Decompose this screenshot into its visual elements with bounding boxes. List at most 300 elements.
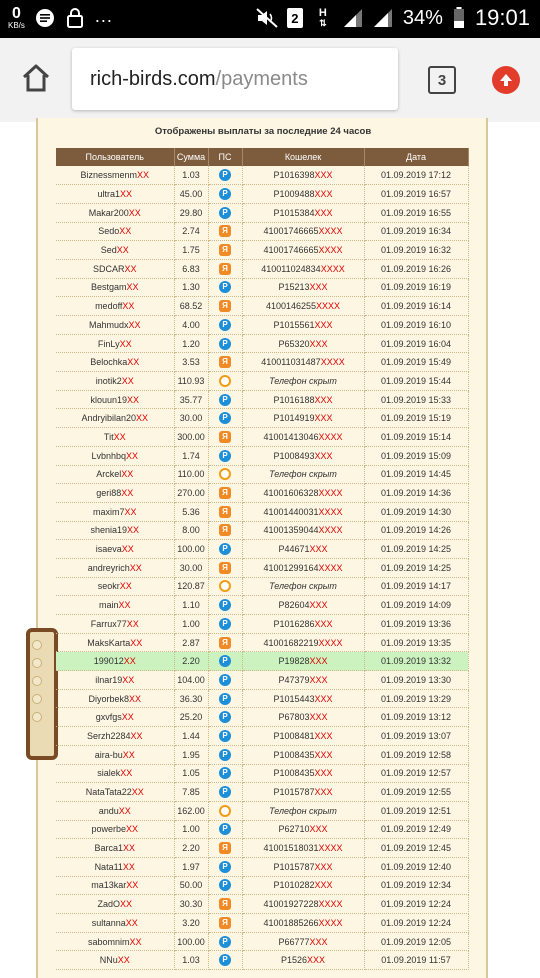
table-row (56, 446, 468, 465)
cell-ps (208, 764, 242, 783)
cell-wallet (242, 820, 364, 839)
user-name: NataTata22 (85, 787, 132, 798)
col-user: Пользователь (56, 148, 174, 166)
cell-user (56, 390, 174, 409)
cell-amount: 1.44 (174, 727, 208, 746)
payeer-icon: P (219, 879, 231, 891)
cell-amount: 1.97 (174, 857, 208, 876)
cell-date: 01.09.2019 12:49 (364, 820, 468, 839)
user-mask: XX (119, 226, 132, 237)
payeer-icon: P (219, 861, 231, 873)
user-name: SDCAR (92, 263, 125, 274)
cell-date: 01.09.2019 14:25 (364, 558, 468, 577)
cell-wallet (242, 540, 364, 559)
cell-user (56, 895, 174, 914)
user-name: Diyorbek8 (88, 693, 129, 704)
message-icon (35, 8, 55, 28)
user-name: Biznessmenm (80, 170, 137, 181)
cell-date: 01.09.2019 13:35 (364, 633, 468, 652)
payeer-icon: P (219, 711, 231, 723)
user-mask: XX (119, 581, 132, 592)
cell-amount: 3.20 (174, 914, 208, 933)
cell-wallet (242, 222, 364, 241)
cell-ps (208, 801, 242, 820)
table-row (56, 932, 468, 951)
wallet-number: 41001606328 (263, 488, 319, 499)
yandex-icon: Я (219, 898, 231, 910)
user-mask: XX (129, 693, 142, 704)
table-row (56, 801, 468, 820)
user-name: Farrux77 (90, 618, 127, 629)
chrome-update-icon[interactable] (492, 66, 520, 94)
table-body (56, 166, 468, 970)
cell-date: 01.09.2019 15:33 (364, 390, 468, 409)
wallet-number: P1015787 (273, 787, 315, 798)
cell-date: 01.09.2019 17:12 (364, 166, 468, 185)
wallet-mask: XXX (314, 618, 333, 629)
wallet-mask: XXX (307, 955, 326, 966)
table-row (56, 671, 468, 690)
cell-ps (208, 166, 242, 185)
col-date: Дата (364, 148, 468, 166)
qiwi-icon (219, 580, 231, 592)
wallet-number: P1016188 (273, 394, 315, 405)
cell-ps (208, 783, 242, 802)
cell-ps (208, 540, 242, 559)
wallet-mask: XXX (314, 693, 333, 704)
user-name: Mahmudx (88, 319, 129, 330)
cell-wallet (242, 390, 364, 409)
cell-date: 01.09.2019 16:10 (364, 316, 468, 335)
wallet-number: 41001440031 (263, 506, 319, 517)
cell-user (56, 764, 174, 783)
cell-amount: 1.10 (174, 596, 208, 615)
cell-wallet (242, 857, 364, 876)
wallet-number: P1008493 (273, 450, 315, 461)
cell-user (56, 222, 174, 241)
payeer-icon: P (219, 450, 231, 462)
cell-date: 01.09.2019 15:19 (364, 409, 468, 428)
cell-amount: 25.20 (174, 708, 208, 727)
cell-ps (208, 633, 242, 652)
cell-wallet (242, 689, 364, 708)
user-mask: XX (118, 805, 131, 816)
cell-wallet (242, 409, 364, 428)
wallet-mask: XXX (314, 749, 333, 760)
wallet-number: P1014919 (273, 413, 315, 424)
cell-wallet (242, 615, 364, 634)
table-row (56, 951, 468, 970)
user-name: inotik2 (95, 375, 122, 386)
cell-ps (208, 446, 242, 465)
table-row (56, 185, 468, 204)
cell-user (56, 428, 174, 447)
cell-user (56, 745, 174, 764)
wallet-number: P1009488 (273, 189, 315, 200)
cell-user (56, 671, 174, 690)
cell-amount: 29.80 (174, 203, 208, 222)
network-speed (8, 6, 25, 30)
cell-amount: 1.95 (174, 745, 208, 764)
table-row (56, 316, 468, 335)
cell-date: 01.09.2019 16:14 (364, 297, 468, 316)
cell-wallet (242, 671, 364, 690)
network-type-icon: H ⇅ (318, 7, 327, 28)
user-name: Makar200 (88, 207, 129, 218)
user-name: Nata11 (94, 861, 123, 872)
cell-amount: 45.00 (174, 185, 208, 204)
cell-amount: 2.87 (174, 633, 208, 652)
user-mask: XX (120, 768, 133, 779)
cell-user (56, 465, 174, 484)
cell-amount: 30.00 (174, 558, 208, 577)
payeer-icon: P (219, 693, 231, 705)
cell-user (56, 615, 174, 634)
table-row (56, 876, 468, 895)
cell-date: 01.09.2019 16:32 (364, 241, 468, 260)
table-row (56, 166, 468, 185)
yandex-icon: Я (219, 917, 231, 929)
wallet-number: 41001413046 (263, 431, 319, 442)
side-panel-handle[interactable] (26, 628, 58, 760)
cell-user (56, 316, 174, 335)
cell-date: 01.09.2019 15:44 (364, 372, 468, 391)
user-mask: XX (121, 488, 134, 499)
cell-user (56, 932, 174, 951)
yandex-icon: Я (219, 524, 231, 536)
wallet-number: P1526 (280, 955, 307, 966)
wallet-mask: XXXX (318, 431, 343, 442)
wallet-mask: XXXX (318, 917, 343, 928)
table-row (56, 783, 468, 802)
cell-user (56, 727, 174, 746)
user-mask: XX (128, 207, 141, 218)
user-name: ilnar19 (95, 674, 123, 685)
user-name: sabomnim (87, 936, 130, 947)
cell-ps (208, 372, 242, 391)
payeer-icon: P (219, 954, 231, 966)
wallet-mask: XXXX (318, 506, 343, 517)
cell-amount: 30.30 (174, 895, 208, 914)
cell-amount: 110.93 (174, 372, 208, 391)
cell-user (56, 203, 174, 222)
cell-wallet (242, 334, 364, 353)
cell-amount: 6.83 (174, 259, 208, 278)
table-row (56, 372, 468, 391)
wallet-number: P19828 (278, 656, 310, 667)
cell-wallet (242, 521, 364, 540)
cell-user (56, 876, 174, 895)
user-mask: XX (130, 637, 143, 648)
wallet-number: 41001359044 (263, 525, 319, 536)
cell-user (56, 353, 174, 372)
cell-date: 01.09.2019 12:24 (364, 895, 468, 914)
user-mask: XX (126, 282, 139, 293)
user-name: andreyrich (87, 562, 130, 573)
user-name: MaksKarta (87, 637, 131, 648)
table-row (56, 708, 468, 727)
cell-date: 01.09.2019 14:09 (364, 596, 468, 615)
wallet-number: P1015443 (273, 693, 315, 704)
user-mask: XX (123, 656, 136, 667)
wallet-mask: XXX (309, 674, 328, 685)
wallet-number: Телефон скрыт (269, 469, 337, 480)
tab-switcher-button[interactable] (428, 66, 456, 94)
cell-date: 01.09.2019 16:34 (364, 222, 468, 241)
wallet-mask: XXXX (318, 899, 343, 910)
cell-date: 01.09.2019 13:36 (364, 615, 468, 634)
cell-date: 01.09.2019 13:32 (364, 652, 468, 671)
user-mask: XX (127, 357, 140, 368)
cell-date: 01.09.2019 12:57 (364, 764, 468, 783)
cell-wallet (242, 465, 364, 484)
user-name: main (98, 600, 119, 611)
cell-ps (208, 895, 242, 914)
cell-ps (208, 297, 242, 316)
network-type-label: H (318, 7, 327, 19)
table-row (56, 259, 468, 278)
cell-date: 01.09.2019 14:25 (364, 540, 468, 559)
cell-ps (208, 428, 242, 447)
table-row (56, 839, 468, 858)
cell-amount: 1.03 (174, 166, 208, 185)
user-name: Barca1 (94, 843, 123, 854)
cell-user (56, 839, 174, 858)
wallet-mask: XXX (309, 544, 328, 555)
cell-amount: 1.75 (174, 241, 208, 260)
wallet-mask: XXX (314, 319, 333, 330)
wallet-mask: XXX (309, 338, 328, 349)
user-name: ZadO (97, 899, 120, 910)
user-mask: XX (119, 338, 132, 349)
cell-date: 01.09.2019 14:36 (364, 484, 468, 503)
cell-ps (208, 745, 242, 764)
user-mask: XX (118, 600, 131, 611)
cell-date: 01.09.2019 15:09 (364, 446, 468, 465)
wallet-number: P1010282 (273, 880, 315, 891)
clock: 19:01 (474, 5, 530, 30)
cell-amount: 50.00 (174, 876, 208, 895)
cell-ps (208, 932, 242, 951)
cell-date: 01.09.2019 16:04 (364, 334, 468, 353)
wallet-mask: XXX (314, 394, 333, 405)
user-mask: XX (122, 749, 135, 760)
wallet-number: P62710 (278, 824, 310, 835)
cell-wallet (242, 502, 364, 521)
user-mask: XX (126, 880, 139, 891)
cell-user (56, 708, 174, 727)
cell-user (56, 409, 174, 428)
lock-icon (65, 8, 85, 28)
cell-user (56, 166, 174, 185)
table-row (56, 465, 468, 484)
cell-date: 01.09.2019 15:14 (364, 428, 468, 447)
cell-ps (208, 409, 242, 428)
cell-ps (208, 484, 242, 503)
qiwi-icon (219, 805, 231, 817)
cell-ps (208, 708, 242, 727)
cell-user (56, 577, 174, 596)
cell-amount: 1.74 (174, 446, 208, 465)
wallet-mask: XXXX (320, 357, 345, 368)
battery-icon (453, 8, 465, 28)
wallet-mask: XXXX (318, 488, 343, 499)
table-row (56, 540, 468, 559)
cell-wallet (242, 353, 364, 372)
cell-ps (208, 465, 242, 484)
user-name: ma13kar (91, 880, 127, 891)
cell-ps (208, 278, 242, 297)
web-page (0, 122, 540, 966)
table-row (56, 596, 468, 615)
cell-date: 01.09.2019 12:45 (364, 839, 468, 858)
user-mask: XX (127, 525, 140, 536)
cell-ps (208, 951, 242, 970)
cell-date: 01.09.2019 12:40 (364, 857, 468, 876)
cell-user (56, 596, 174, 615)
cell-amount: 1.00 (174, 615, 208, 634)
col-ps: ПС (208, 148, 242, 166)
cell-user (56, 297, 174, 316)
yandex-icon: Я (219, 225, 231, 237)
yandex-icon: Я (219, 842, 231, 854)
cell-ps (208, 353, 242, 372)
wallet-number: 41001299164 (263, 562, 319, 573)
cell-wallet (242, 839, 364, 858)
user-mask: XX (126, 450, 139, 461)
url-bar[interactable] (72, 48, 398, 110)
status-bar (0, 0, 540, 38)
table-row (56, 502, 468, 521)
cell-ps (208, 671, 242, 690)
cell-amount: 2.20 (174, 652, 208, 671)
wallet-mask: XXX (314, 880, 333, 891)
table-row (56, 222, 468, 241)
network-speed-unit: KB/s (8, 21, 25, 30)
wallet-number: P1008481 (273, 730, 315, 741)
cell-ps (208, 727, 242, 746)
cell-ps (208, 839, 242, 858)
cell-user (56, 914, 174, 933)
user-mask: XX (117, 955, 130, 966)
wallet-mask: XXX (314, 207, 333, 218)
cell-amount: 1.20 (174, 334, 208, 353)
user-name: sultanna (91, 917, 126, 928)
cell-wallet (242, 259, 364, 278)
table-row (56, 558, 468, 577)
cell-user (56, 446, 174, 465)
cell-amount: 4.00 (174, 316, 208, 335)
table-row (56, 615, 468, 634)
wallet-number: P44671 (278, 544, 310, 555)
user-mask: XX (113, 431, 126, 442)
cell-amount: 2.74 (174, 222, 208, 241)
cell-date: 01.09.2019 13:12 (364, 708, 468, 727)
cell-user (56, 502, 174, 521)
cell-wallet (242, 727, 364, 746)
yandex-icon: Я (219, 637, 231, 649)
wallet-mask: XXXX (318, 525, 343, 536)
user-name: shenia19 (90, 525, 128, 536)
wallet-mask: XXX (309, 600, 328, 611)
cell-amount: 1.03 (174, 951, 208, 970)
wallet-number: P15213 (278, 282, 310, 293)
wallet-number: 410011024834 (261, 263, 321, 274)
home-icon[interactable] (20, 62, 52, 94)
wallet-mask: XXXX (316, 301, 341, 312)
cell-user (56, 241, 174, 260)
user-mask: XX (124, 506, 137, 517)
user-mask: XX (123, 843, 136, 854)
user-name: Bestgam (90, 282, 127, 293)
cell-ps (208, 203, 242, 222)
table-row (56, 521, 468, 540)
cell-amount: 36.30 (174, 689, 208, 708)
cell-ps (208, 876, 242, 895)
signal-icon (343, 8, 363, 28)
cell-wallet (242, 708, 364, 727)
user-name: powerbe (91, 824, 126, 835)
cell-wallet (242, 241, 364, 260)
user-name: ultra1 (97, 189, 120, 200)
wallet-mask: XXX (314, 730, 333, 741)
wallet-number: P1015787 (273, 861, 315, 872)
wallet-number: Телефон скрыт (269, 805, 337, 816)
wallet-number: P1016398 (273, 170, 315, 181)
user-name: 199012 (93, 656, 124, 667)
cell-user (56, 334, 174, 353)
table-row (56, 577, 468, 596)
cell-user (56, 652, 174, 671)
cell-amount: 5.36 (174, 502, 208, 521)
user-name: Andryibilan20 (81, 413, 137, 424)
cell-ps (208, 316, 242, 335)
wallet-number: P1016286 (273, 618, 315, 629)
wallet-number: 41001746665 (263, 226, 319, 237)
cell-wallet (242, 932, 364, 951)
wallet-number: P82604 (278, 600, 310, 611)
cell-date: 01.09.2019 14:30 (364, 502, 468, 521)
cell-user (56, 484, 174, 503)
cell-amount: 8.00 (174, 521, 208, 540)
table-row (56, 278, 468, 297)
user-mask: XX (122, 861, 135, 872)
wallet-mask: XXXX (318, 843, 343, 854)
wallet-mask: XXX (309, 936, 328, 947)
payeer-icon: P (219, 169, 231, 181)
cell-wallet (242, 316, 364, 335)
wallet-number: 4100146255 (265, 301, 317, 312)
cell-amount: 1.05 (174, 764, 208, 783)
cell-amount: 68.52 (174, 297, 208, 316)
cell-wallet (242, 652, 364, 671)
mute-icon (257, 8, 277, 28)
cell-date: 01.09.2019 16:57 (364, 185, 468, 204)
user-name: geri88 (96, 488, 122, 499)
user-name: klouun19 (90, 394, 128, 405)
cell-date: 01.09.2019 15:49 (364, 353, 468, 372)
user-name: andu (98, 805, 119, 816)
more-notifications: ... (94, 5, 113, 26)
sim2-label: 2 (291, 10, 299, 26)
user-name: Serzh2284 (86, 730, 131, 741)
cell-wallet (242, 372, 364, 391)
cell-amount: 300.00 (174, 428, 208, 447)
payeer-icon: P (219, 599, 231, 611)
table-row (56, 857, 468, 876)
wallet-mask: XXX (309, 712, 328, 723)
signal-icon-2 (373, 8, 393, 28)
